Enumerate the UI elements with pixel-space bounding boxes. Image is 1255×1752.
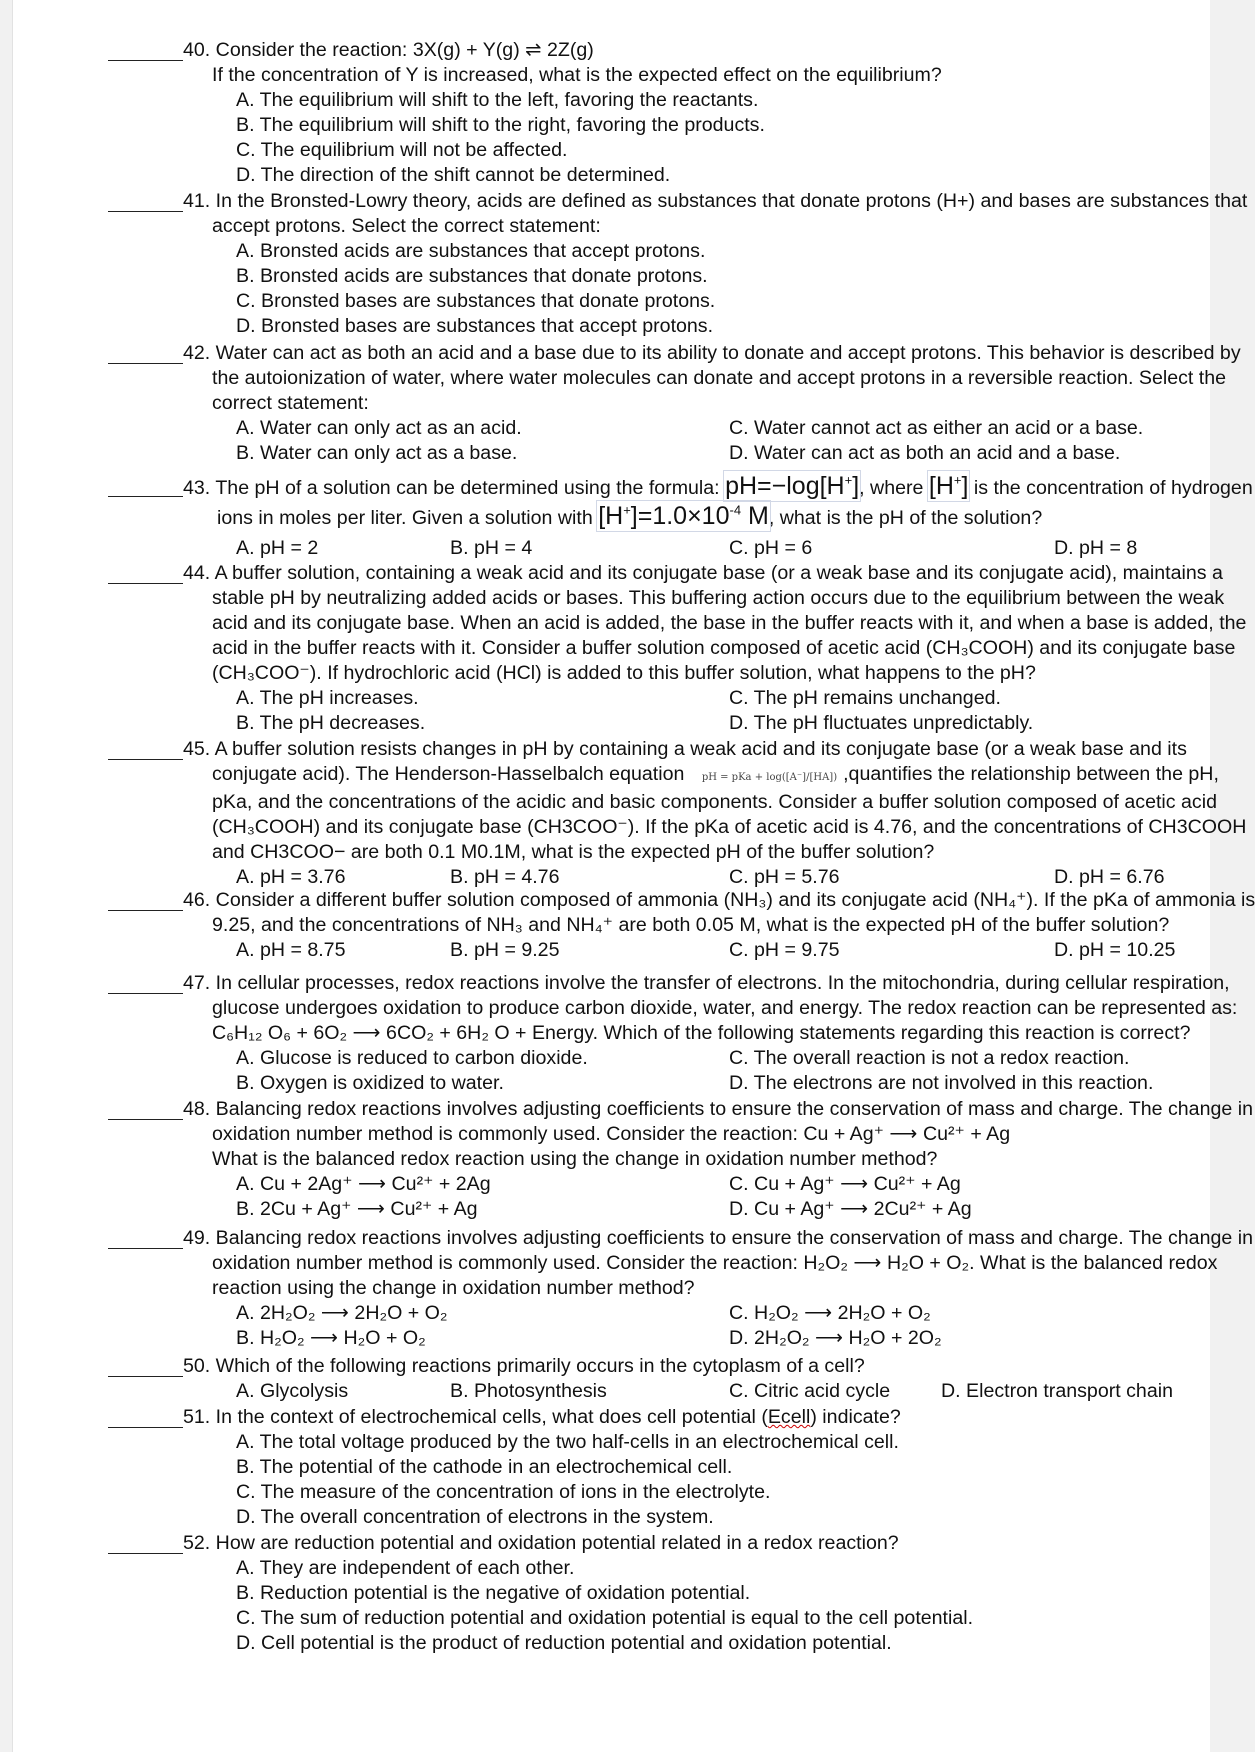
- option-a[interactable]: A. Cu + 2Ag⁺ ⟶ Cu²⁺ + 2Ag: [236, 1173, 491, 1195]
- option-d[interactable]: D. Water can act as both an acid and a base.: [729, 442, 1121, 464]
- option-d[interactable]: D. pH = 6.76: [1054, 866, 1165, 888]
- question-stem: 50. Which of the following reactions primarily occurs in the cytoplasm of a cell?: [183, 1355, 865, 1377]
- option-d[interactable]: D. Electron transport chain: [941, 1380, 1173, 1402]
- h-ion-symbol: [H+]: [928, 472, 969, 500]
- option-d[interactable]: D. Bronsted bases are substances that accept protons.: [236, 315, 714, 337]
- answer-blank-45[interactable]: [108, 759, 183, 760]
- answer-blank-50[interactable]: [108, 1376, 183, 1377]
- options-list: [183, 865, 1165, 890]
- question-stem: 45. A buffer solution resists changes in pH by containing a weak acid and its conjugate base (or a weak base and its conjugate acid). The Henderson-Hasselbalch equation pH = pKa + log([A⁻]/[HA]) ,quantifies the relationship between the pH, pKa, and the concentrations of the acidic and basic components. Consider a buffer solution composed of acetic acid (CH₃COOH) and its conjugate base (CH3COO⁻). If the pKa of acetic acid is 4.76, and the concentrations of CH3COOH and CH3COO− are both 0.1 M0.1M, what is the expected pH of the buffer solution?: [183, 738, 1247, 863]
- option-b[interactable]: B. Reduction potential is the negative of oxidation potential.: [236, 1582, 751, 1604]
- question-stem: 43. The pH of a solution can be determined using the formula: pH=−log[H+], where [H+] is the concentration of hydrogen ions in moles per liter. Given a solution with $[H^+]=1.0\times 10^{-4}$ M, what is the pH of the solution?: [183, 472, 1253, 530]
- question-40: [13, 38, 1210, 188]
- option-a[interactable]: A. The pH increases.: [236, 687, 419, 709]
- options-list: [183, 1301, 1158, 1351]
- answer-blank-43[interactable]: [108, 496, 183, 497]
- question-stem: 42. Water can act as both an acid and a base due to its ability to donate and accept protons. This behavior is described by the autoionization of water, where water molecules can donate and accept protons in a reversible reaction. Select the correct statement:: [183, 342, 1241, 414]
- option-c[interactable]: C. The measure of the concentration of ions in the electrolyte.: [236, 1481, 771, 1503]
- option-b[interactable]: B. The pH decreases.: [236, 712, 426, 734]
- option-a[interactable]: A. pH = 2: [236, 537, 319, 559]
- option-c[interactable]: C. The equilibrium will not be affected.: [236, 139, 568, 161]
- option-c[interactable]: C. H₂O₂ ⟶ 2H₂O + O₂: [729, 1302, 931, 1324]
- option-c[interactable]: C. pH = 5.76: [729, 866, 840, 888]
- option-d[interactable]: D. pH = 10.25: [1054, 939, 1176, 961]
- option-b[interactable]: B. Water can only act as a base.: [236, 442, 518, 464]
- question-44: [13, 561, 1247, 736]
- answer-blank-44[interactable]: [108, 583, 183, 584]
- option-a[interactable]: A. pH = 3.76: [236, 866, 346, 888]
- option-a[interactable]: A. Bronsted acids are substances that accept protons.: [236, 240, 706, 262]
- option-b[interactable]: B. The equilibrium will shift to the right, favoring the products.: [236, 114, 765, 136]
- question-stem: 41. In the Bronsted-Lowry theory, acids are defined as substances that donate protons (H+) and bases are substances that accept protons. Select the correct statement:: [183, 190, 1248, 237]
- answer-blank-49[interactable]: [108, 1248, 183, 1249]
- options-list: [183, 88, 1158, 188]
- option-a[interactable]: A. The equilibrium will shift to the left, favoring the reactants.: [236, 89, 759, 111]
- question-46: [13, 888, 1255, 963]
- worksheet-page: [12, 0, 1255, 1752]
- option-b[interactable]: B. 2Cu + Ag⁺ ⟶ Cu²⁺ + Ag: [236, 1198, 478, 1220]
- answer-blank-41[interactable]: [108, 211, 183, 212]
- answer-blank-52[interactable]: [108, 1553, 183, 1554]
- option-b[interactable]: B. H₂O₂ ⟶ H₂O + O₂: [236, 1327, 426, 1349]
- option-c[interactable]: C. Bronsted bases are substances that donate protons.: [236, 290, 716, 312]
- options-list: [183, 686, 1158, 736]
- option-c[interactable]: C. Cu + Ag⁺ ⟶ Cu²⁺ + Ag: [729, 1173, 961, 1195]
- option-d[interactable]: D. Cell potential is the product of reduction potential and oxidation potential.: [236, 1632, 892, 1654]
- option-c[interactable]: C. The overall reaction is not a redox reaction.: [729, 1047, 1130, 1069]
- option-b[interactable]: B. The potential of the cathode in an electrochemical cell.: [236, 1456, 733, 1478]
- ph-formula: pH=−log[H+]: [725, 472, 860, 500]
- options-list: [183, 536, 1158, 561]
- question-41: [13, 189, 1248, 339]
- answer-blank-42[interactable]: [108, 363, 183, 364]
- henderson-hasselbalch-equation: pH = pKa + log([A⁻]/[HA]): [701, 772, 838, 783]
- question-stem: 48. Balancing redox reactions involves adjusting coefficients to ensure the conservation of mass and charge. The change in oxidation number method is commonly used. Consider the reaction: Cu + Ag⁺ ⟶ Cu²⁺ + Ag What is the balanced redox reaction using the change in oxidation number method?: [183, 1098, 1253, 1170]
- option-d[interactable]: D. Cu + Ag⁺ ⟶ 2Cu²⁺ + Ag: [729, 1198, 972, 1220]
- question-45: [13, 737, 1247, 890]
- option-b[interactable]: B. pH = 4: [450, 537, 533, 559]
- question-52: [13, 1531, 1210, 1656]
- question-stem: 49. Balancing redox reactions involves adjusting coefficients to ensure the conservation of mass and charge. The change in oxidation number method is commonly used. Consider the reaction: H₂O₂ ⟶ H₂O + O₂. What is the balanced redox reaction using the change in oxidation number method?: [183, 1227, 1253, 1299]
- answer-blank-40[interactable]: [108, 60, 183, 61]
- option-a[interactable]: A. pH = 8.75: [236, 939, 346, 961]
- question-stem: 51. In the context of electrochemical cells, what does cell potential (Ecell) indicate?: [183, 1406, 901, 1428]
- options-list: [183, 239, 1158, 339]
- options-list: [183, 1046, 1158, 1096]
- question-48: [13, 1097, 1253, 1222]
- option-b[interactable]: B. Oxygen is oxidized to water.: [236, 1072, 504, 1094]
- question-stem: 47. In cellular processes, redox reactions involve the transfer of electrons. In the mitochondria, during cellular respiration, glucose undergoes oxidation to produce carbon dioxide, water, and energy. The redox reaction can be represented as: C₆H₁₂ O₆ + 6O₂ ⟶ 6CO₂ + 6H₂ O + Energy. Which of the following statements regarding this reaction is correct?: [183, 972, 1238, 1044]
- options-list: [183, 1379, 1173, 1404]
- option-b[interactable]: B. pH = 9.25: [450, 939, 560, 961]
- answer-blank-48[interactable]: [108, 1119, 183, 1120]
- concentration-value: $[H^+]=1.0\times 10^{-4}$ M: [598, 502, 769, 530]
- answer-blank-51[interactable]: [108, 1427, 183, 1428]
- option-a[interactable]: A. Glycolysis: [236, 1380, 349, 1402]
- option-c[interactable]: C. The sum of reduction potential and oxidation potential is equal to the cell potential.: [236, 1607, 974, 1629]
- question-stem: 52. How are reduction potential and oxidation potential related in a redox reaction?: [183, 1532, 899, 1554]
- question-47: [13, 971, 1238, 1096]
- option-d[interactable]: D. The electrons are not involved in this reaction.: [729, 1072, 1154, 1094]
- options-list: [183, 416, 1158, 466]
- options-list: [183, 1430, 1158, 1530]
- option-d[interactable]: D. pH = 8: [1054, 537, 1138, 559]
- options-list: [183, 1556, 1158, 1656]
- option-c[interactable]: C. The pH remains unchanged.: [729, 687, 1001, 709]
- option-a[interactable]: A. Water can only act as an acid.: [236, 417, 522, 439]
- question-43: [13, 472, 1253, 561]
- option-c[interactable]: C. Water cannot act as either an acid or a base.: [729, 417, 1144, 439]
- option-c[interactable]: C. Citric acid cycle: [729, 1380, 891, 1402]
- option-d[interactable]: D. 2H₂O₂ ⟶ H₂O + 2O₂: [729, 1327, 942, 1349]
- question-stem: 40. Consider the reaction: 3X(g) + Y(g) ⇌ 2Z(g) If the concentration of Y is increased, what is the expected effect on the equilibrium?: [183, 39, 942, 86]
- question-stem: 44. A buffer solution, containing a weak acid and its conjugate base (or a weak base and its conjugate acid), maintains a stable pH by neutralizing added acids or bases. This buffering action occurs due to the equilibrium between the weak acid and its conjugate base. When an acid is added, the base in the buffer reacts with it, and when a base is added, the acid in the buffer reacts with it. Consider a buffer solution composed of acetic acid (CH₃COOH) and its conjugate base (CH₃COO⁻). If hydrochloric acid (HCl) is added to this buffer solution, what happens to the pH?: [183, 562, 1247, 684]
- question-stem: 46. Consider a different buffer solution composed of ammonia (NH₃) and its conjugate acid (NH₄⁺). If the pKa of ammonia is 9.25, and the concentrations of NH₃ and NH₄⁺ are both 0.05 M, what is the expected pH of the buffer solution?: [183, 889, 1255, 936]
- option-d[interactable]: D. The direction of the shift cannot be determined.: [236, 164, 671, 186]
- option-c[interactable]: C. pH = 6: [729, 537, 813, 559]
- option-c[interactable]: C. pH = 9.75: [729, 939, 840, 961]
- answer-blank-47[interactable]: [108, 993, 183, 994]
- option-a[interactable]: A. The total voltage produced by the two half-cells in an electrochemical cell.: [236, 1431, 899, 1453]
- ecell-term: Ecell: [767, 1406, 811, 1428]
- option-b[interactable]: B. pH = 4.76: [450, 866, 560, 888]
- option-a[interactable]: A. They are independent of each other.: [236, 1557, 575, 1579]
- option-d[interactable]: D. The pH fluctuates unpredictably.: [729, 712, 1034, 734]
- question-51: [13, 1405, 1210, 1530]
- option-a[interactable]: A. Glucose is reduced to carbon dioxide.: [236, 1047, 588, 1069]
- option-b[interactable]: B. Bronsted acids are substances that donate protons.: [236, 265, 708, 287]
- question-50: [13, 1354, 1210, 1404]
- option-b[interactable]: B. Photosynthesis: [450, 1380, 607, 1402]
- question-42: [13, 341, 1241, 466]
- question-49: [13, 1226, 1253, 1351]
- options-list: [183, 938, 1176, 963]
- options-list: [183, 1172, 1158, 1222]
- option-d[interactable]: D. The overall concentration of electrons in the system.: [236, 1506, 714, 1528]
- option-a[interactable]: A. 2H₂O₂ ⟶ 2H₂O + O₂: [236, 1302, 448, 1324]
- answer-blank-46[interactable]: [108, 910, 183, 911]
